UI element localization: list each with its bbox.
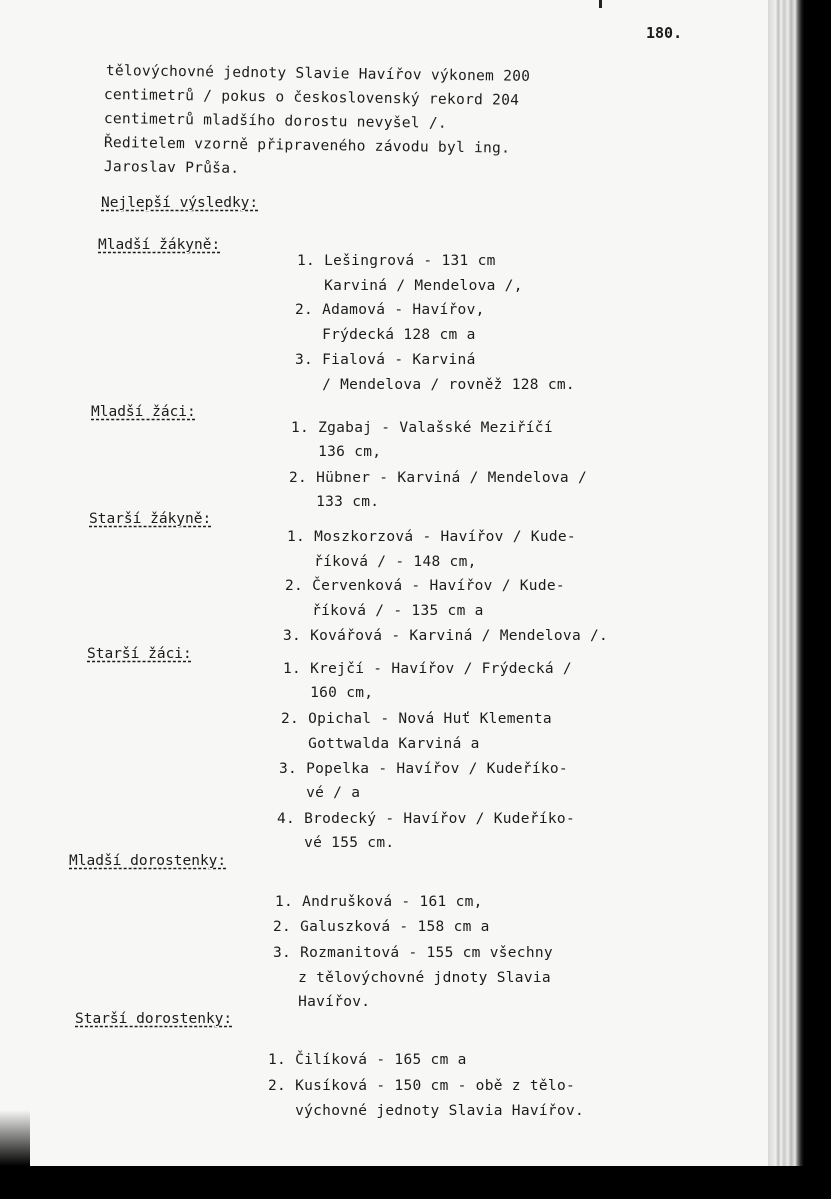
result-line: 2. Adamová - Havířov,	[295, 302, 485, 318]
section-heading: Mladší žáci:	[91, 404, 196, 420]
result-line: 2. Opichal - Nová Huť Klementa	[281, 711, 552, 727]
result-line: vé 155 cm.	[277, 835, 395, 851]
result-line: 4. Brodecký - Havířov / Kudeříko-	[277, 811, 575, 827]
result-line: výchovné jednoty Slavia Havířov.	[268, 1103, 585, 1119]
result-line: 1. Čilíková - 165 cm a	[268, 1052, 467, 1068]
result-line: 3. Fialová - Karviná	[295, 352, 476, 368]
result-line: 3. Rozmanitová - 155 cm všechny	[273, 945, 553, 961]
result-line: 160 cm,	[283, 685, 374, 701]
scan-shadow-corner	[0, 1110, 30, 1199]
intro-line: Ředitelem vzorně připraveného závodu byl ing.	[103, 134, 511, 157]
scan-border-bottom	[0, 1166, 831, 1199]
result-line: říková / - 135 cm a	[285, 603, 484, 619]
result-line: / Mendelova / rovněž 128 cm.	[295, 377, 575, 393]
result-line: Frýdecká 128 cm a	[295, 327, 476, 343]
result-line: 3. Popelka - Havířov / Kudeříko-	[279, 761, 568, 777]
result-line: Karviná / Mendelova /,	[297, 278, 523, 294]
result-line: 1. Moszkorzová - Havířov / Kude-	[287, 529, 576, 545]
result-line: 2. Červenková - Havířov / Kude-	[285, 578, 565, 594]
result-line: 2. Galuszková - 158 cm a	[273, 919, 490, 935]
result-line: 1. Andrušková - 161 cm,	[275, 894, 483, 910]
result-line: 136 cm,	[291, 444, 382, 460]
result-line: 2. Kusíková - 150 cm - obě z tělo-	[268, 1078, 576, 1094]
section-heading: Starší dorostenky:	[75, 1011, 233, 1027]
result-line: 2. Hübner - Karviná / Mendelova /	[289, 470, 587, 486]
page-tick-mark	[599, 0, 602, 8]
result-line: 1. Krejčí - Havířov / Frýdecká /	[283, 661, 572, 677]
page-number: 180.	[646, 24, 683, 42]
result-line: Gottwalda Karviná a	[281, 736, 480, 752]
result-line: vé / a	[279, 785, 361, 801]
result-line: 1. Zgabaj - Valašské Meziříčí	[291, 420, 553, 436]
results-heading: Nejlepší výsledky:	[101, 195, 259, 211]
intro-line: centimetrů mladšího dorostu nevyšel /.	[103, 110, 448, 132]
result-line: 1. Lešingrová - 131 cm	[297, 253, 496, 269]
intro-line: Jaroslav Průša.	[103, 158, 240, 177]
section-heading: Starší žáci:	[87, 646, 192, 662]
section-heading: Starší žákyně:	[89, 511, 212, 527]
page-stack-edge	[768, 0, 831, 1199]
result-line: 133 cm.	[289, 494, 380, 510]
result-line: říková / - 148 cm,	[287, 554, 477, 570]
result-line: Havířov.	[271, 994, 371, 1010]
section-heading: Mladší dorostenky:	[69, 853, 227, 869]
result-line: z tělovýchovné jdnoty Slavia	[271, 970, 551, 986]
result-line: 3. Kovářová - Karviná / Mendelova /.	[283, 628, 609, 644]
section-heading: Mladší žákyně:	[98, 237, 221, 253]
intro-line: centimetrů / pokus o československý rekord 204	[103, 86, 520, 109]
intro-line: tělovýchovné jednoty Slavie Havířov výkonem 200	[105, 62, 531, 85]
